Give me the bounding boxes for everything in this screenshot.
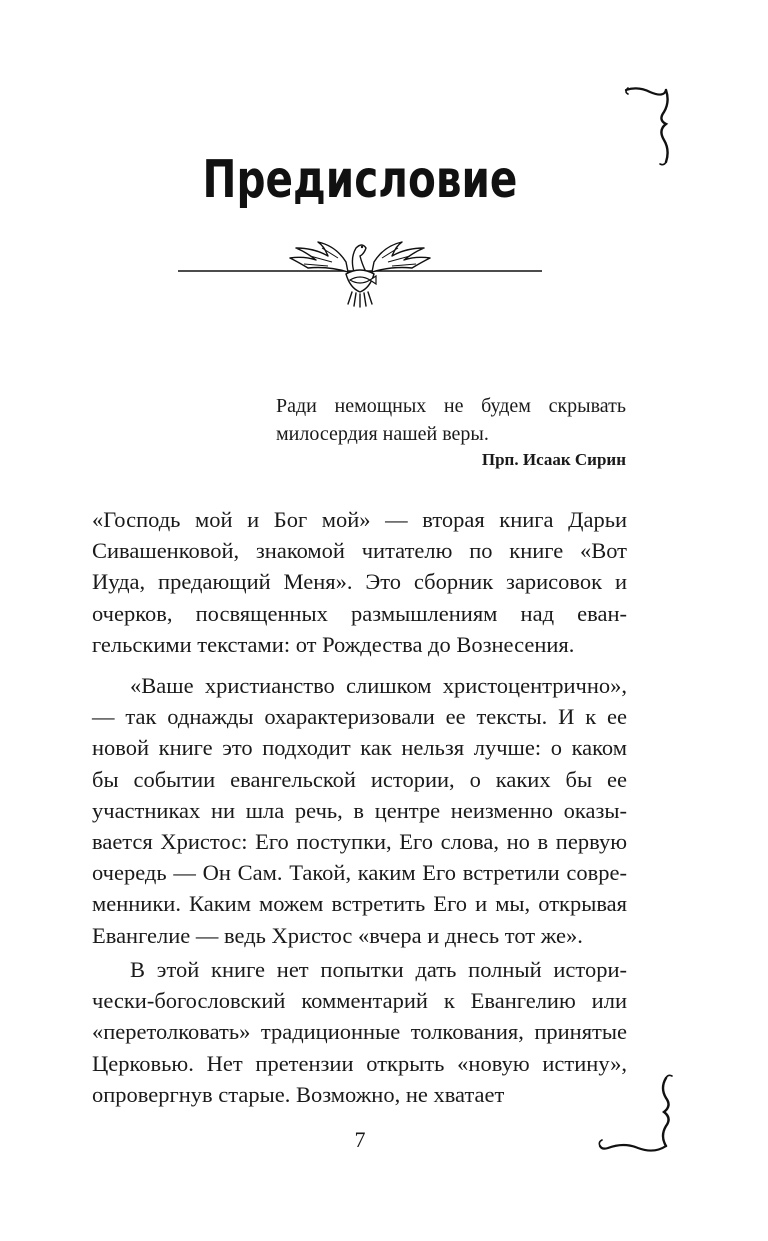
epigraph-text: Ради немощных не будем скрывать милосердия нашей веры. [276,395,626,445]
body-paragraph: «Ваше христианство слишком христоцентрично», — так однажды охарактеризовали ее тексты. И к ее новой книге это подходит как нельзя лучше: о каком бы событии евангельской истории, о каких бы ее участниках ни шла речь, в центре неизменно оказывается Христос: Его поступки, Его слова, но в первую очередь — Он Сам. Такой, каким Его встретили современники. Каким можем встретить Его и мы, открывая Евангелие — ведь Христос «вчера и днесь тот же». [92,673,627,948]
epigraph-author: Прп. Исаак Сирин [481,450,626,469]
body-paragraph: «Господь мой и Бог мой» — вторая книга Дарьи Сивашенковой, знакомой читателю по книге «Вот Иуда, предающий Меня». Это сборник зарисовок и очерков, посвященных размышлениям над евангельскими текстами: от Рождества до Вознесения. [92,507,627,657]
chapter-title: Предисловие [202,150,518,210]
winged-fish-emblem-icon [178,236,542,308]
page-number: 7 [354,1127,366,1152]
body-paragraph: В этой книге нет попытки дать полный исторически-богословский комментарий к Евангелию или «перетолковать» традиционные толкования, принятые Церковью. Нет претензии открыть «новую истину», опровергнув старые. Возможно, не хватает [92,957,627,1107]
